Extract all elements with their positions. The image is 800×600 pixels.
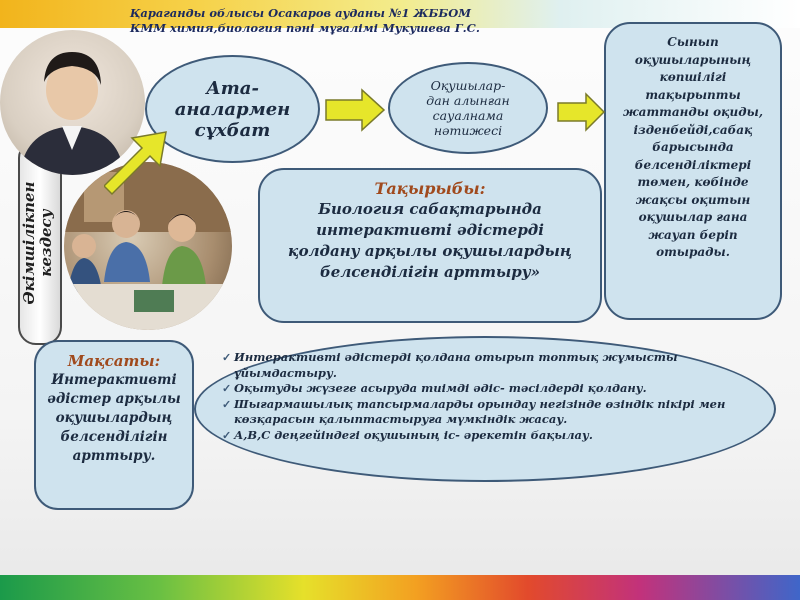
goal-line: белсенділігін — [60, 429, 168, 445]
diagonal-arrow-icon — [104, 128, 170, 198]
topic-box — [258, 168, 602, 323]
task-item: ✓ Шығармашылық тапсырмаларды орындау негізінде өзіндік пікірі мен көзқарасын қалыптастыруға мүмкіндік жасау. — [222, 397, 742, 428]
goal-heading: Мақсаты: — [67, 352, 161, 370]
tasks-list — [222, 350, 742, 443]
header-line-1: Қараганды облысы Осакаров ауданы №1 ЖББОМ — [130, 6, 471, 20]
goal-line: арттыру. — [72, 448, 156, 464]
goal-line: Интерактивті — [51, 372, 177, 388]
goal-line: әдістер арқылы — [47, 391, 181, 407]
header-line-2: КММ химия,биология пәні мұғалімі Мукушева Г.С. — [130, 21, 480, 35]
findings-line: жаттанды оқиды, — [623, 105, 763, 119]
findings-line: жауап беріп — [648, 227, 738, 242]
findings-line: Сынып — [667, 35, 719, 49]
vertical-banner-line-1: Әкімшілікпен — [20, 181, 38, 305]
survey-line-2: дан алынған — [426, 93, 510, 108]
parents-conversation-box — [145, 55, 320, 163]
task-item: ✓ Оқытуды жүзеге асыруда тиімді әдіс- тәсілдерді қолдану. — [222, 381, 742, 397]
topic-line: белсенділігін арттыру» — [319, 263, 541, 281]
goal-box — [34, 340, 194, 510]
findings-line: төмен, көбінде — [637, 175, 749, 189]
findings-line: ізденбейді,сабақ — [633, 122, 753, 137]
right-arrow-icon — [556, 92, 606, 132]
topic-line: қолдану арқылы оқушылардың — [288, 242, 572, 260]
task-item: ✓ Интерактивті әдістерді қолдана отырып топтық жұмысты ұйымдастыру. — [222, 350, 742, 381]
survey-line-3: сауалнама — [432, 108, 504, 123]
bottom-rainbow-band — [0, 575, 800, 600]
findings-line: оқушыларының — [634, 52, 752, 67]
survey-results-box — [388, 62, 548, 154]
right-arrow-icon — [324, 88, 386, 132]
survey-line-1: Оқушылар- — [430, 78, 506, 93]
findings-line: тақырыпты — [645, 87, 741, 102]
findings-line: көпшілігі — [659, 70, 727, 84]
parents-line-2: аналармен — [174, 98, 291, 120]
header-caption — [130, 6, 530, 36]
vertical-banner-line-2: кездесу — [37, 209, 55, 277]
goal-line: оқушылардың — [55, 410, 173, 426]
task-item: ✓ А,В,С деңгейіндегі оқушының іс- әрекетін бақылау. — [222, 428, 742, 444]
findings-line: белсенділіктері — [634, 157, 752, 172]
survey-line-4: нәтижесі — [433, 123, 503, 138]
findings-line: барысында — [652, 140, 734, 154]
topic-line: Биология сабақтарында — [318, 200, 542, 218]
parents-line-1: Ата- — [206, 77, 259, 99]
findings-line: жақсы оқитын — [635, 192, 751, 207]
class-findings-box — [604, 22, 782, 320]
topic-line: интерактивті әдістерді — [316, 221, 544, 239]
topic-heading: Тақырыбы: — [374, 179, 486, 198]
findings-line: оқушылар ғана — [638, 210, 748, 224]
findings-line: отырады. — [656, 245, 730, 259]
parents-line-3: сұхбат — [194, 119, 271, 141]
